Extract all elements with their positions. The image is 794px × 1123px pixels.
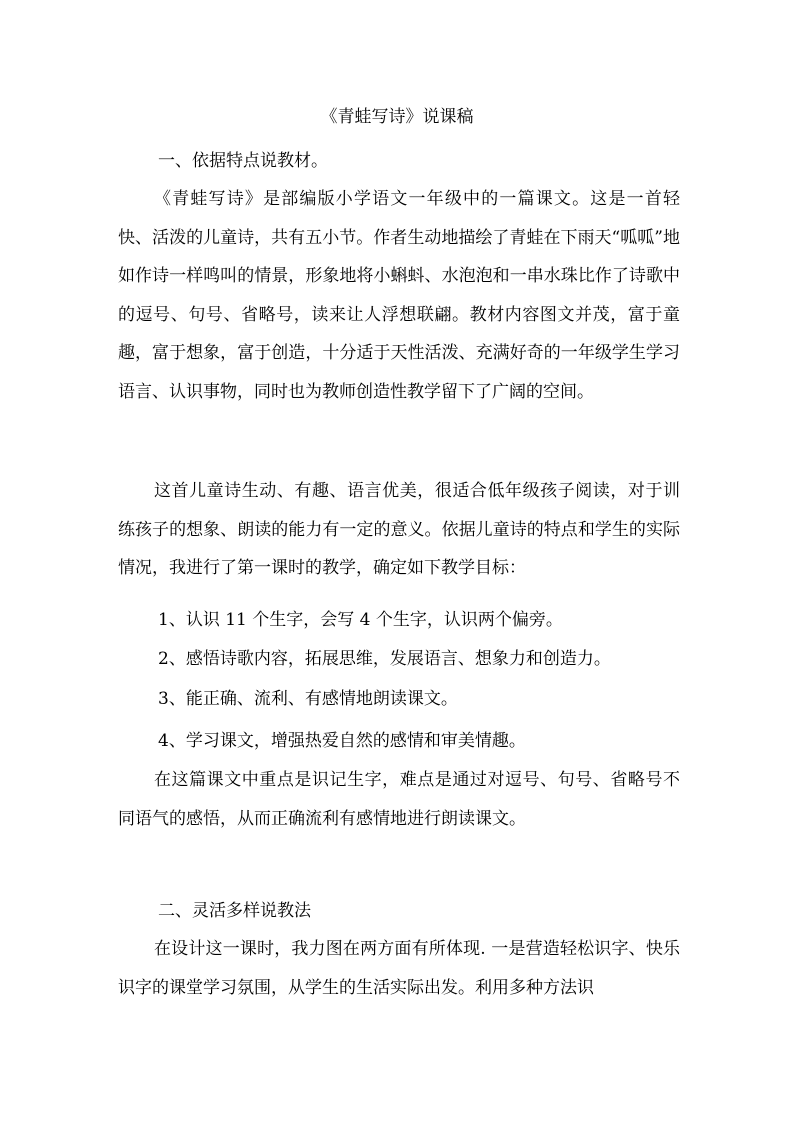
section-1-heading: 一、依据特点说教材。 bbox=[158, 151, 328, 171]
teaching-goal-1: 1、认识 11 个生字，会写 4 个生字，认识两个偏旁。 bbox=[158, 610, 563, 630]
section-1-paragraph-1: 《青蛙写诗》是部编版小学语文一年级中的一篇课文。这是一首轻快、活泼的儿童诗，共有五小节。作者生动地描绘了青蛙在下雨天“呱呱”地如作诗一样鸣叫的情景，形象地将小蝌蚪、水泡泡和一串水珠比作了诗歌中的逗号、句号、省略号，读来让人浮想联翩。教材内容图文并茂，富于童趣，富于想象，富于创造，十分适于天性活泼、充满好奇的一年级学生学习语言、认识事物，同时也为教师创造性教学留下了广阔的空间。 bbox=[118, 189, 680, 402]
section-1-paragraph-3: 在这篇课文中重点是识记生字，难点是通过对逗号、句号、省略号不同语气的感悟，从而正确流利有感情地进行朗读课文。 bbox=[118, 770, 680, 829]
teaching-goal-2: 2、感悟诗歌内容，拓展思维，发展语言、想象力和创造力。 bbox=[158, 649, 611, 669]
teaching-goal-4: 4、学习课文，增强热爱自然的感情和审美情趣。 bbox=[158, 731, 526, 751]
document-title: 《青蛙写诗》说课稿 bbox=[320, 107, 474, 127]
section-1-paragraph-2: 这首儿童诗生动、有趣、语言优美，很适合低年级孩子阅读，对于训练孩子的想象、朗读的能力有一定的意义。依据儿童诗的特点和学生的实际情况，我进行了第一课时的教学，确定如下教学目标： bbox=[118, 481, 680, 578]
teaching-goal-3: 3、能正确、流利、有感情地朗读课文。 bbox=[158, 689, 458, 709]
section-2-paragraph-1: 在设计这一课时，我力图在两方面有所体现. 一是营造轻松识字、快乐识字的课堂学习氛围，从学生的生活实际出发。利用多种方法识 bbox=[118, 939, 680, 998]
section-2-heading: 二、灵活多样说教法 bbox=[158, 901, 311, 921]
